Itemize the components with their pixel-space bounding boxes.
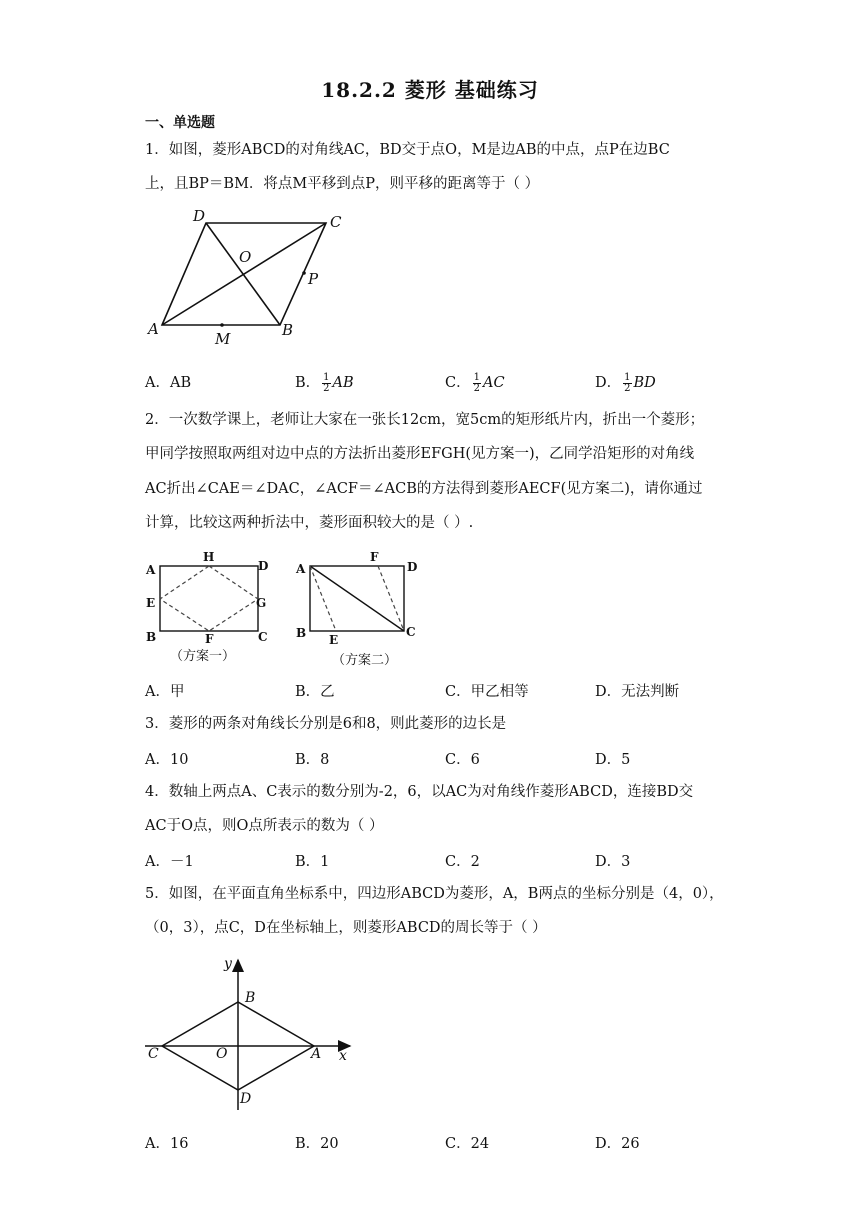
q1-option-c[interactable]: C． $\frac{1}{2}$ AC <box>445 371 505 394</box>
q1-label-b: B <box>282 321 294 339</box>
section-heading: 一、单选题 <box>145 115 215 131</box>
q1-diagonal-bd <box>206 223 280 325</box>
q1-line2: 上，且BP＝BM．将点M平移到点P，则平移的距离等于（ ） <box>145 176 540 192</box>
q4-option-a[interactable]: A．－1 <box>145 854 194 870</box>
q2-option-d[interactable]: D．无法判断 <box>595 684 680 700</box>
q1-option-a[interactable]: A．AB <box>145 375 192 391</box>
q2-line4: 计算，比较这两种折法中，菱形面积较大的是（ ）. <box>145 515 474 531</box>
q1-label-o: O <box>239 248 252 266</box>
q3-option-c[interactable]: C．6 <box>445 752 480 768</box>
q5-label-y: y <box>224 956 232 972</box>
q2-line1: 2．一次数学课上，老师让大家在一张长12cm，宽5cm的矩形纸片内，折出一个菱形； <box>145 412 705 428</box>
q2-f2-label-b: B <box>296 626 307 640</box>
q3-line1: 3．菱形的两条对角线长分别是6和8，则此菱形的边长是 <box>145 716 507 732</box>
q1-diagonal-ac <box>162 223 326 325</box>
q5-label-d: D <box>240 1091 252 1107</box>
q2-options <box>145 680 745 700</box>
q4-options <box>145 850 745 870</box>
q5-line2: （0，3），点C，D在坐标轴上，则菱形ABCD的周长等于（ ） <box>145 920 547 936</box>
q5-option-c[interactable]: C．24 <box>445 1136 490 1152</box>
q2-f1-label-c: C <box>258 630 268 644</box>
q1-options <box>145 371 745 394</box>
q5-label-o: O <box>216 1046 228 1062</box>
q2-f1-label-b: B <box>146 630 157 644</box>
q1-line1: 1．如图，菱形ABCD的对角线AC，BD交于点O，M是边AB的中点，点P在边BC <box>145 142 670 158</box>
q2-f2-label-a: A <box>296 562 306 576</box>
q2-f1-label-d: D <box>258 559 269 573</box>
q5-coordinate-figure <box>140 950 365 1115</box>
q2-f1-label-h: H <box>203 550 215 564</box>
q1-point-m <box>220 323 224 327</box>
q1-label-p: P <box>308 270 319 288</box>
q2-line2: 甲同学按照取两组对边中点的方法折出菱形EFGH(见方案一)，乙同学沿矩形的对角线 <box>145 446 695 462</box>
q2-f2-label-f: F <box>370 550 379 564</box>
q2-plan-two-figure <box>295 550 417 668</box>
q1-option-b[interactable]: B． $\frac{1}{2}$ AB <box>295 371 354 394</box>
q2-f1-label-e: E <box>146 596 156 610</box>
q4-option-c[interactable]: C．2 <box>445 854 480 870</box>
q4-line2: AC于O点，则O点所表示的数为（ ） <box>145 818 384 834</box>
q2-f2-label-c: C <box>406 625 416 639</box>
q3-option-a[interactable]: A．10 <box>145 752 189 768</box>
q1-point-p <box>302 271 306 275</box>
q2-plan-one-figure <box>145 550 268 664</box>
q4-line1: 4．数轴上两点A、C表示的数分别为-2，6，以AC为对角线作菱形ABCD，连接BD交 <box>145 784 694 800</box>
q2-option-c[interactable]: C．甲乙相等 <box>445 684 529 700</box>
q1-label-c: C <box>330 213 342 231</box>
q2-option-a[interactable]: A．甲 <box>145 684 185 700</box>
q2-f2-label-e: E <box>329 633 339 647</box>
q1-label-a: A <box>148 320 159 338</box>
q5-option-b[interactable]: B．20 <box>295 1136 339 1152</box>
q4-option-b[interactable]: B．1 <box>295 854 330 870</box>
q1-label-d: D <box>193 207 206 225</box>
q2-f2-label-d: D <box>407 560 418 574</box>
q5-option-d[interactable]: D．26 <box>595 1136 640 1152</box>
q5-label-b: B <box>245 990 256 1006</box>
q5-option-a[interactable]: A．16 <box>145 1136 189 1152</box>
q2-f1-caption: （方案一） <box>170 649 236 664</box>
q2-f1-label-f: F <box>205 632 214 646</box>
q4-option-d[interactable]: D．3 <box>595 854 631 870</box>
q3-option-d[interactable]: D．5 <box>595 752 631 768</box>
q1-label-m: M <box>215 330 231 348</box>
q2-line3: AC折出∠CAE＝∠DAC，∠ACF＝∠ACB的方法得到菱形AECF(见方案二)，请你通过 <box>145 481 703 497</box>
q2-figures <box>140 548 430 673</box>
q5-line1: 5．如图，在平面直角坐标系中，四边形ABCD为菱形，A，B两点的坐标分别是（4，0）， <box>145 886 724 902</box>
q5-label-a: A <box>311 1046 322 1062</box>
q3-options <box>145 748 745 768</box>
q1-rhombus-figure <box>140 205 350 350</box>
q5-options <box>145 1132 745 1152</box>
q2-f2-caption: （方案二） <box>332 653 398 668</box>
q3-option-b[interactable]: B．8 <box>295 752 330 768</box>
page-title: 18.2.2 菱形 基础练习 <box>321 78 539 102</box>
q2-f1-label-a: A <box>146 563 156 577</box>
q2-f1-label-g: G <box>256 596 267 610</box>
q5-label-x: x <box>339 1048 347 1064</box>
q5-label-c: C <box>148 1046 159 1062</box>
q2-option-b[interactable]: B．乙 <box>295 684 335 700</box>
q1-option-d[interactable]: D． $\frac{1}{2}$ BD <box>595 371 656 394</box>
